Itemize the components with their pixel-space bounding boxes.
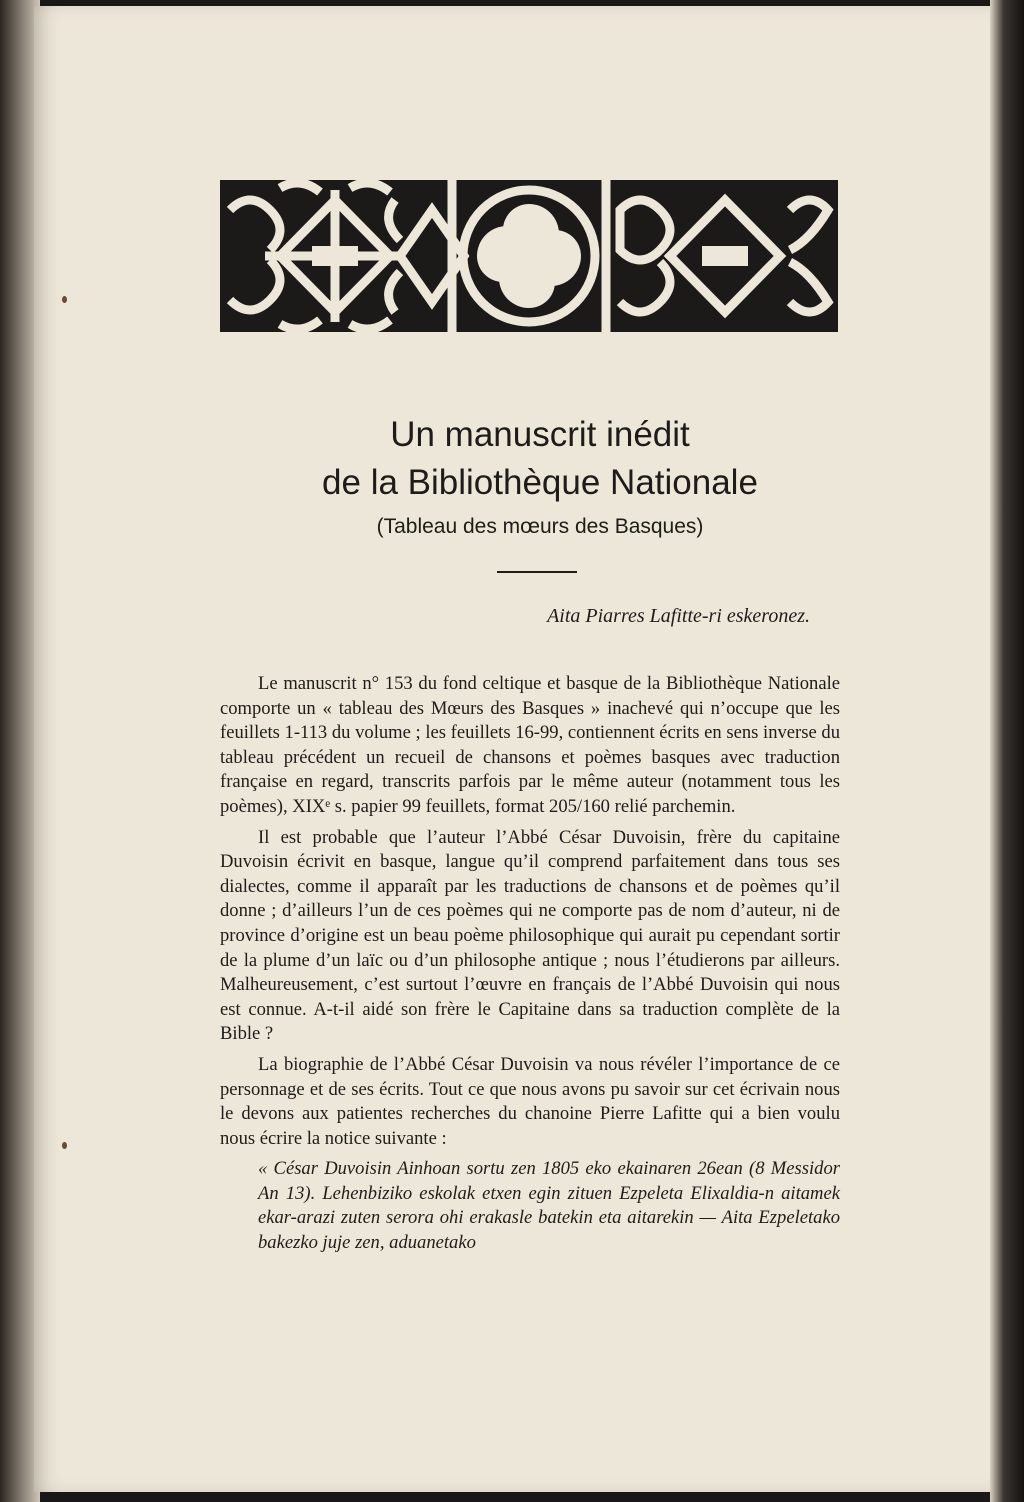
paragraph: Il est probable que l’auteur l’Abbé César Duvoisin, frère du capitaine Duvoisin écrivit en basque, langue qu’il comprend parfaitement dans tous ses dialectes, comme il apparaît par les traductions de chansons et de poèmes qu’il donne ; d’ailleurs l’un de ces poèmes qui ne comporte pas de nom d’auteur, ni de province d’origine est un beau poème philosophique qui aurait pu cependant sortir de la plume d’un laïc ou d’un philosophe antique ; nous l’étudierons par ailleurs. Malheureusement, c’est surtout l’œuvre en français de l’Abbé Duvoisin qui nous est connue. A-t-il aidé son frère le Capitaine dans sa traduction complète de la Bible ? [220,826,840,1045]
decorative-banner [220,180,838,332]
page-edge [990,0,1024,1502]
binding-hole [62,1142,67,1149]
paragraph: La biographie de l’Abbé César Duvoisin va nous révéler l’importance de ce personnage et de ses écrits. Tout ce que nous avons pu savoir sur cet écrivain nous le devons aux patientes recherches du chanoine Pierre Lafitte qui a bien voulu nous écrire la notice suivante : [220,1053,840,1149]
basque-ornament-icon [220,180,838,332]
paragraph: Le manuscrit n° 153 du fond celtique et basque de la Bibliothèque Nationale comporte un « tableau des Mœurs des Basques » inachevé qui n’occupe que les feuillets 1-113 du volume ; les feuillets 16-99, contiennent écrits en sens inverse du tableau précédent un recueil de chansons et poèmes basques avec traduction française en regard, transcrits parfois par le même auteur (notamment tous les poèmes), XIXᵉ s. papier 99 feuillets, format 205/160 relié parchemin. [220,673,840,817]
article-subtitle: (Tableau des mœurs des Basques) [376,515,704,538]
title-divider [497,571,577,573]
dedication: Aita Piarres Lafitte-ri eskeronez. [547,605,810,627]
article-title-line-2: de la Bibliothèque Nationale [322,463,758,502]
article-body [220,672,840,1262]
basque-quote: « César Duvoisin Ainhoan sortu zen 1805 eko ekainaren 26ean (8 Messidor An 13). Lehenbiziko eskolak etxen egin zituen Ezpeleta Elixaldia-n aitamek ekar-arazi zuten serora ohi erakasle batekin eta aitarekin — Aita Ezpeletako bakezko juje zen, aduanetako [258,1158,840,1254]
binding-hole [62,296,67,303]
article-title-line-1: Un manuscrit inédit [390,415,690,454]
